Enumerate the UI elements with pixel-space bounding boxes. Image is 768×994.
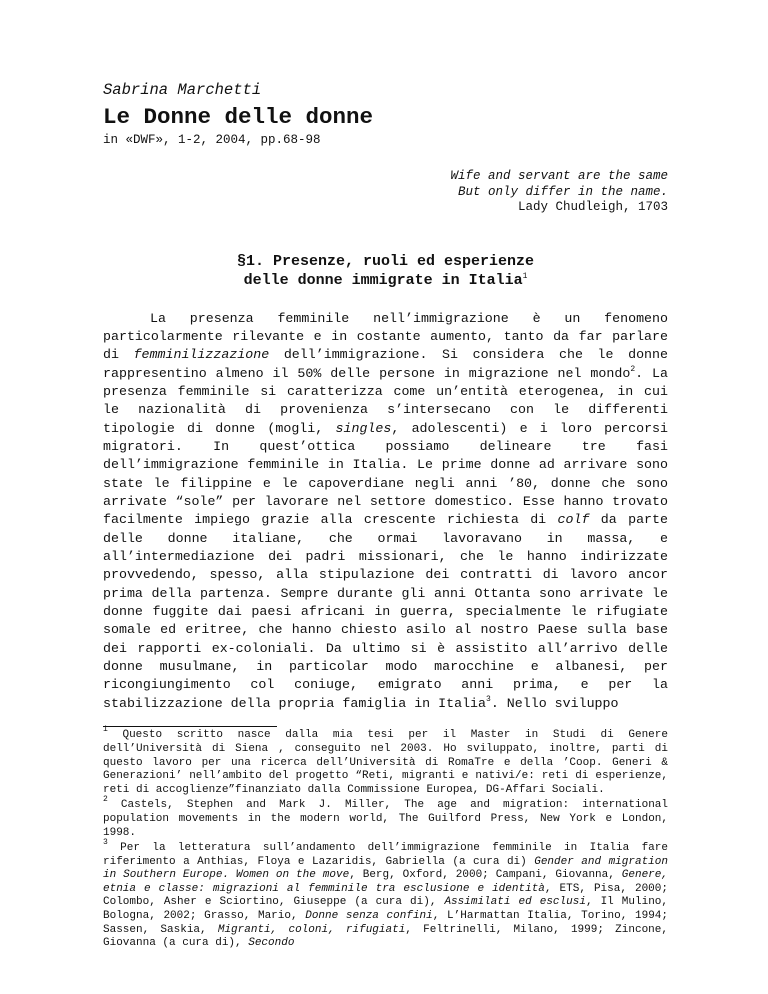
epigraph-line: Wife and servant are the same [450,169,668,183]
footnote-number: 1 [103,725,108,735]
body-paragraph: La presenza femminile nell’immigrazione è un fenomeno particolarmente rilevante e in costante aumento, tanto da far parlare di femminilizzazione dell’immigrazione. Si considera che le donne rappresentino almeno il 50% delle persone in migrazione nel mondo$^2$. La presenza femminile si caratterizza come un’entità eterogenea, in cui le nazionalità di provenienza s’intersecano con le differenti tipologie di donne (mogli, singles, adolescenti) e i loro percorsi migratori. In quest’ottica possiamo delineare tre fasi dell’immigrazione femminile in Italia. Le prime donne ad arrivare sono state le filippine e le capoverdiane negli anni ’80, donne che sono arrivate “sole” per lavorare nel settore domestico. Esse hanno trovato facilmente impiego grazie alla crescente richiesta di colf da parte delle donne italiane, che ormai lavoravano in massa, e all’intermediazione dei padri missionari, che le hanno indirizzate provvedendo, spesso, alla stipulazione dei contratti di lavoro ancor prima della partenza. Sempre durante gli anni Ottanta sono arrivate le donne fuggite dai paesi africani in guerra, specialmente le rifugiate somale ed eritree, che hanno chiesto asilo al nostro Paese sulla base dei rapporti ex-coloniali. Da ultimo si è assistito all’arrivo delle donne musulmane, in particolar modo marocchine e albanesi, per ricongiungimento col coniuge, emigrato anni prima, e per la stabilizzazione della propria famiglia in Italia$^3$. Nello sviluppo [103,310,669,711]
document-page [103,80,668,951]
section-heading-line: §1. Presenze, ruoli ed esperienze [236,252,535,270]
footnote-number: 2 [103,795,108,805]
epigraph-attribution: Lady Chudleigh, 1703 [517,200,668,214]
footnote-separator [103,726,277,727]
footnote-ref[interactable]: 2 [630,364,636,374]
footnote-number: 3 [103,838,108,848]
section-heading-line: delle donne immigrate in Italia$^1$ [243,271,528,289]
author-name: Sabrina Marchetti [103,81,262,99]
section-heading [103,252,668,290]
footnote: $^2$ Castels, Stephen and Mark J. Miller, The age and migration: international population movements in the modern world, The Guilford Press, New York e London, 1998. [103,795,668,839]
epigraph-line: But only differ in the name. [457,184,668,199]
document-title: Le Donne delle donne [103,104,374,130]
footnote: $^3$ Per la letteratura sull’andamento dell’immigrazione femminile in Italia fare riferimento a Anthias, Floya e Lazaridis, Gabriella (a cura di) Gender and migration in Southern Europe. Women on the move, Berg, Oxford, 2000; Campani, Giovanna, Genere, etnia e classe: migrazioni al femminile tra esclusione e identità, ETS, Pisa, 2000; Colombo, Asher e Sciortino, Giuseppe (a cura di), Assimilati ed esclusi, Il Mulino, Bologna, 2002; Grasso, Mario, Donne senza confini, L’Harmattan Italia, Torino, 1994; Sassen, Saskia, Migranti, coloni, rifugiati, Feltrinelli, Milano, 1999; Zincone, Giovanna (a cura di), Secondo [103,838,668,950]
footnotes [103,725,668,951]
footnote-ref[interactable]: 1 [522,271,528,281]
footnote-ref[interactable]: 3 [486,694,491,704]
publication-source: in «DWF», 1-2, 2004, pp.68-98 [103,133,321,147]
footnote: $^1$ Questo scritto nasce dalla mia tesi per il Master in Studi di Genere dell’Università di Siena , conseguito nel 2003. Ho sviluppato, inoltre, parti di questo lavoro per una ricerca dell’Università di RomaTre e della ’Coop. Generi & Generazioni’ nell’ambito del progetto “Reti, migranti e nativi/e: reti di esperienze, reti di accoglienze”finanziato dalla Commissione Europea, DG-Affari Sociali. [103,725,668,796]
epigraph [103,169,668,216]
